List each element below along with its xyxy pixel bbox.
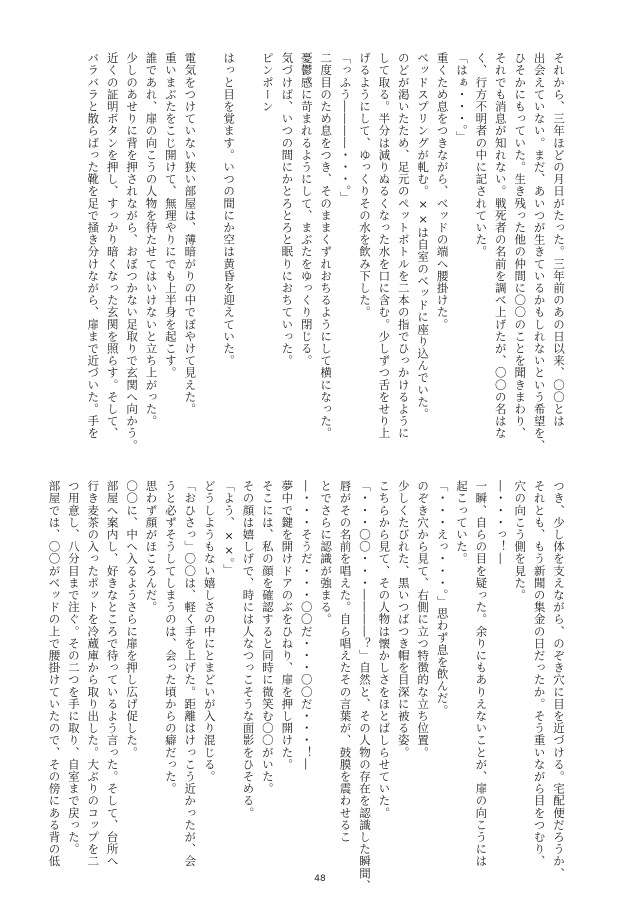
- text-line: その顔は嬉しげで、時には人なつっこそうな面影をひそめる。: [241, 480, 256, 819]
- text-line: 「・・・えっ・・・。」思わず息を飲んだ。: [435, 480, 450, 717]
- text-line: それでも消息が知れない。戦死者の名前を調べ上げたが、〇〇の名はな: [493, 52, 508, 440]
- text-line: つき、少し体を支えながら、のぞき穴に目を近づける。宅配便だろうか、: [552, 480, 566, 880]
- text-line: うと必ずそうしてしまうのは、会った頃からの癖だった。: [163, 480, 178, 795]
- text-line: のぞき穴から見て、右側に立つ特徴的な立ち位置。: [416, 480, 431, 759]
- top-text-block: [70, 52, 568, 452]
- text-line: 少しのあせりに背を押されながら、おぼつかない足取りで玄関へ向かう。: [125, 52, 140, 452]
- text-line: 少しくたびれた、黒いつばつき帽を目深に被る姿。: [396, 480, 411, 759]
- text-line: 二度目のため息をつき、そのままくずれおちるようにして横になった。: [319, 52, 334, 440]
- text-line: 誰であれ、扉の向こうの人物を待たせてはいけないと立ち上がった。: [144, 52, 159, 428]
- text-line: 夢中で鍵を開けドアのぶをひねり、扉を押し開けた。: [280, 480, 295, 771]
- text-line: そこには、私の顔を確認すると同時に微笑む〇〇がいた。: [260, 480, 275, 795]
- text-line: 「よう、××。」: [222, 480, 237, 577]
- text-line: く、行方不明者の中に記されていた。: [474, 52, 489, 258]
- text-line: 起こっていた。: [454, 480, 469, 565]
- text-line: 部屋へ案内し、好きなところで待っているよう言った。そして、台所へ: [105, 480, 120, 868]
- text-line: 気づけば、いつの間にかとろとろと眠りにおちていった。: [280, 52, 295, 367]
- text-line: はっと目を覚ます。いつの間にか空は黄昏を迎えていた。: [222, 52, 237, 367]
- text-line: 「・・・〇〇・・・――――？」自然と、その人物の存在を認識した瞬間、: [357, 480, 372, 892]
- text-line: それから、三年ほどの月日がたった。三年前のあの日以来、〇〇とは: [552, 52, 566, 428]
- text-line: 電気をつけていない狭い部屋は、薄暗がりの中でぼやけて見えた。: [183, 52, 198, 415]
- page-number: 48: [314, 874, 326, 884]
- text-line: 〇〇に、中へ入るようさらに扉を押し広げ促した。: [125, 480, 140, 759]
- text-line: 「はぁ・・・。」: [454, 52, 469, 144]
- text-line: 唇がその名前を唱えた。自ら唱えたその言葉が、鼓膜を震わせるこ: [338, 480, 353, 843]
- text-line: 重いまぶたをこじ開けて、無理やりにでも上半身を起こす。: [163, 52, 178, 379]
- text-line: 重くため息をつきながら、ベッドの端へ腰掛けた。: [435, 52, 450, 331]
- text-line: 「っふう――――・・・。」: [338, 52, 353, 204]
- text-line: ―・・・そうだ・・・〇〇だ・・・〇〇だ・・・！―: [299, 480, 314, 771]
- text-line: のどが渇いたため、足元のペットボトルを二本の指でひっかけるように: [396, 52, 411, 440]
- text-line: 出会えていない。まだ、あいつが生きているかもしれないという希望を、: [532, 52, 547, 452]
- text-line: ―・・・っ！―: [493, 480, 508, 565]
- text-line: ベッドスプリングが軋む。××は自室のベッドに座り込んでいた。: [416, 52, 431, 420]
- text-line: げるようにして、ゆっくりその水を飲み下した。: [357, 52, 372, 319]
- text-line: 近くの証明ボタンを押し、すっかり暗くなった玄関を照らす。そして、: [105, 52, 120, 440]
- text-line: 「おひさっ」〇〇は、軽く手を上げた。距離はけっこう近かったが、会: [183, 480, 198, 868]
- text-line: 行き麦茶の入ったポットを冷蔵庫から取り出した。大ぶりのコップを二: [86, 480, 101, 868]
- text-line: して取る。半分は減りぬるくなった水を口に含む。少しずつ舌をせり上: [377, 52, 392, 440]
- text-line: 穴の向こう側を見た。: [513, 480, 528, 601]
- text-line: それとも、もう新聞の集金の日だったか。そう重いながら目をつむり、: [532, 480, 547, 868]
- text-line: 思わず顔がほころんだ。: [144, 480, 159, 614]
- text-line: 憂鬱感に苛まれるようにして、まぶたをゆっくり閉じる。: [299, 52, 314, 367]
- text-line: 一瞬、自らの目を疑った。余りにもありえないことが、扉の向こうには: [474, 480, 489, 868]
- text-line: ピンポーン: [260, 52, 275, 113]
- text-line: バラバラと散らばった靴を足で掻き分けながら、扉まで近づいた。手を: [86, 52, 101, 440]
- text-line: つ用意し、八分目まで注ぐ。その二つを手に取り、自室まで戻った。: [66, 480, 81, 856]
- text-line: とでさらに認識が強まる。: [319, 480, 334, 626]
- text-line: どうしようもない嬉しさの中にとまどいが入り混じる。: [202, 480, 217, 783]
- text-line: こちらから見て、その人物は懐かしさをほとばしらせていた。: [377, 480, 392, 819]
- text-line: 部屋では、〇〇がベッドの上で腰掛けていたので、その傍にある背の低: [47, 480, 62, 868]
- text-line: ひそかにもっていた。生き残った他の仲間に〇〇のことを聞きまわり、: [513, 52, 528, 440]
